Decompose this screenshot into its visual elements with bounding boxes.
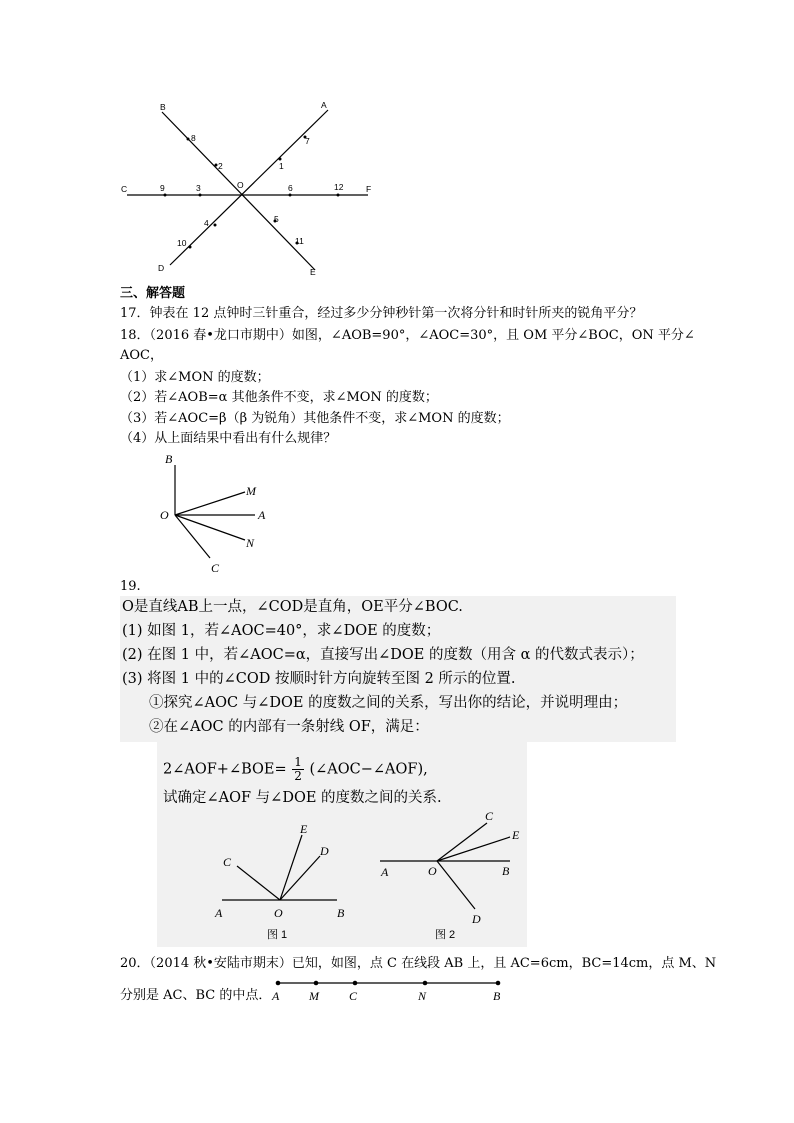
question-18-part4: （4）从上面结果中看出有什么规律？ [120,431,337,446]
label-c: C [485,809,494,823]
label-d: D [158,263,165,273]
label-f: F [366,184,372,194]
label-3: 3 [196,183,201,193]
label-o: O [428,864,437,878]
question-19-part2: (2) 在图 1 中，若∠AOC=α，直接写出∠DOE 的度数（用含 α 的代数式表示）； [122,647,644,663]
label-m: M [246,484,256,498]
label-n: N [418,989,427,1003]
point-n [423,981,428,986]
label-e: E [300,822,308,836]
question-18-part3: （3）若∠AOC=β（β 为锐角）其他条件不变，求∠MON 的度数； [120,411,510,426]
angle-mon-figure [155,450,285,580]
question-19-conclusion: 试确定∠AOF 与∠DOE 的度数之间的关系. [163,790,442,806]
question-18-part1: （1）求∠MON 的度数； [120,370,270,385]
label-c: C [211,561,220,575]
label-n: N [246,536,255,550]
figure-1-caption: 图 1 [267,929,288,941]
label-o: O [237,180,244,190]
label-e: E [310,267,316,277]
label-c: C [223,855,232,869]
fraction-numerator: 1 [294,755,302,769]
label-12: 12 [334,182,344,192]
formula-right: (∠AOC−∠AOF), [309,761,428,778]
label-d: D [320,844,329,858]
label-b: B [493,989,501,1003]
label-a: A [321,100,327,110]
ray-oc [437,823,487,861]
label-c: C [121,184,128,194]
label-b: B [160,102,166,112]
label-c: C [349,989,358,1003]
ray-oe [437,837,510,861]
label-b: B [502,864,510,878]
label-a: A [215,906,223,920]
question-18-line2: AOC， [120,348,163,363]
label-e: E [512,828,520,842]
question-19-sub1: ①探究∠AOC 与∠DOE 的度数之间的关系，写出你的结论，并说明理由； [149,695,628,711]
question-17: 17．钟表在 12 点钟时三针重合，经过多少分钟秒针第一次将分针和时针所夹的锐角平分？ [120,306,643,321]
label-a: A [258,508,266,522]
question-19-intro: O是直线AB上一点，∠COD是直角，OE平分∠BOC. [122,599,463,615]
question-19-formula [163,756,428,783]
point-m [314,981,319,986]
formula-left: 2∠AOF+∠BOE= [163,761,287,778]
ray-od [437,861,475,909]
question-18-line1: 18．（2016 春•龙口市期中）如图，∠AOB=90°，∠AOC=30°，且 OM 平分∠BOC，ON 平分∠ [120,328,695,343]
ray-om [175,492,245,515]
figure-1 [207,820,367,945]
label-1: 1 [279,161,284,171]
tick-dots [164,136,340,249]
label-8: 8 [191,133,196,143]
label-a: A [381,865,389,879]
label-d: D [472,912,481,926]
point-b [496,981,501,986]
ray-od [280,856,320,900]
question-18-part2: （2）若∠AOB=α 其他条件不变，求∠MON 的度数； [120,390,438,405]
question-19-part1: (1) 如图 1，若∠AOC=40°，求∠DOE 的度数； [122,623,441,639]
question-20-line1: 20．（2014 秋•安陆市期末）已知，如图，点 C 在线段 AB 上，且 AC=6cm，BC=14cm，点 M、N [120,956,717,971]
label-6: 6 [288,183,293,193]
label-o: O [160,508,169,522]
label-o: O [274,906,283,920]
figure-2-caption: 图 2 [435,929,456,941]
section-heading: 三、解答题 [120,286,186,301]
fraction-denominator: 2 [294,769,302,783]
label-2: 2 [218,161,223,171]
label-a: A [272,989,280,1003]
question-19-number: 19. [120,579,141,594]
formula-fraction [292,756,304,783]
label-5: 5 [274,214,279,224]
label-m: M [309,989,319,1003]
question-19-sub2: ②在∠AOC 的内部有一条射线 OF，满足： [149,719,429,735]
ray-oc [237,866,280,900]
label-9: 9 [160,183,165,193]
question-19-block [120,596,676,742]
label-7: 7 [305,136,310,146]
clock-lines-figure [110,95,380,285]
label-10: 10 [177,238,187,248]
ray-oe [280,835,302,900]
label-b: B [165,452,173,466]
label-b: B [337,906,345,920]
question-20-line2: 分别是 AC、BC 的中点． [120,988,272,1003]
figure-2 [375,806,525,946]
question-19-part3: (3) 将图 1 中的∠COD 按顺时针方向旋转至图 2 所示的位置. [122,671,516,687]
point-a [276,981,281,986]
point-c [353,981,358,986]
question-19-figure-block [157,742,527,947]
label-4: 4 [204,218,209,228]
segment-figure [268,975,513,1007]
label-11: 11 [295,236,304,246]
